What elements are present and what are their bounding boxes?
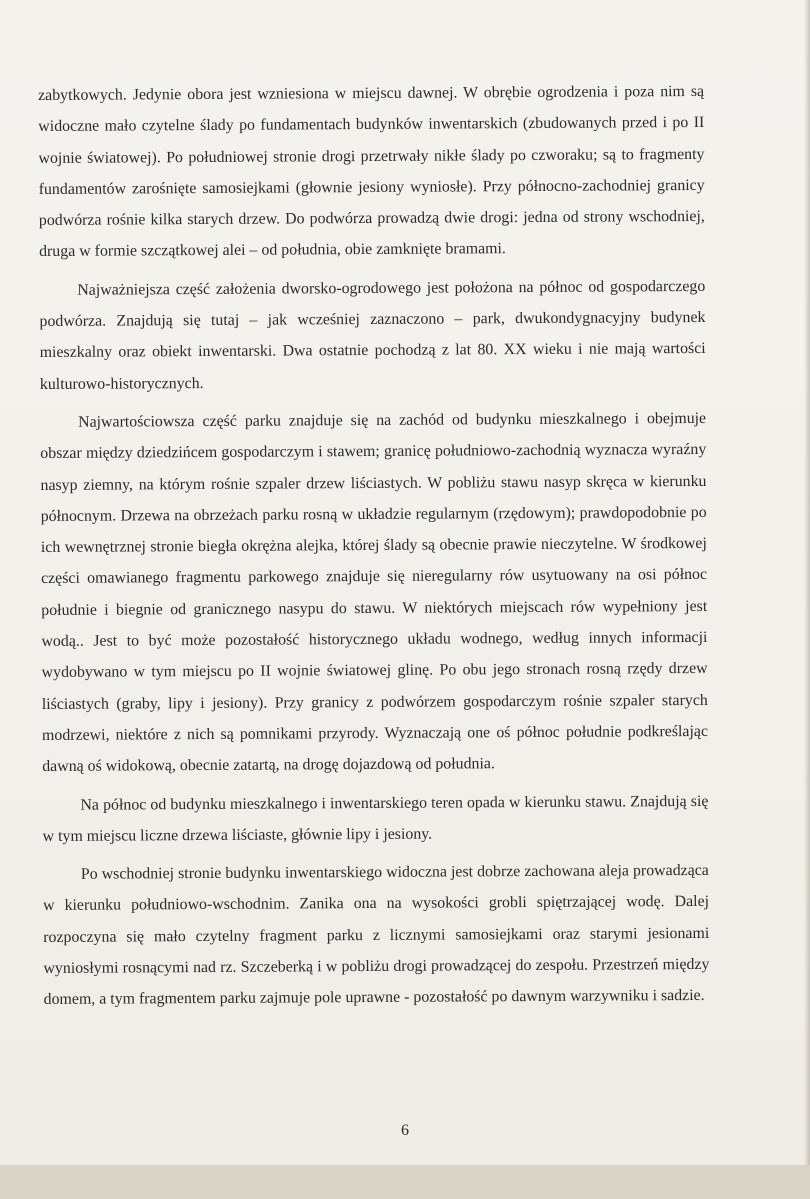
body-text <box>38 76 710 1016</box>
paragraph-3: Najwartościowsza część parku znajduje się na zachód od budynku mieszkalnego i obejmuje obszar między dziedzińcem gospodarczym i stawem; granicę południowo-zachodnią wyznacza wyraźny nasyp ziemny, na którym rośnie szpaler drzew liściastych. W pobliżu stawu nasyp skręca w kierunku północnym. Drzewa na obrzeżach parku rosną w układzie regularnym (rzędowym); prawdopodobnie po ich wewnętrznej stronie biegła okrężna alejka, której ślady są obecnie prawie nieczytelne. W środkowej części omawianego fragmentu parkowego znajduje się nieregularny rów usytuowany na osi północ południe i biegnie od granicznego nasypu do stawu. W niektórych miejscach rów wypełniony jest wodą.. Jest to być może pozostałość historycznego układu wodnego, według innych informacji wydobywano w tym miejscu po II wojnie światowej glinę. Po obu jego stronach rosną rzędy drzew liściastych (graby, lipy i jesiony). Przy granicy z podwórzem gospodarczym rośnie szpaler starych modrzewi, niektóre z nich są pomnikami przyrody. Wyznaczają one oś północ południe podkreślając dawną oś widokową, obecnie zatartą, na drogę dojazdową od południa. <box>40 409 709 776</box>
paragraph-4: Na północ od budynku mieszkalnego i inwentarskiego teren opada w kierunku stawu. Znajdują się w tym miejscu liczne drzewa liściaste, głównie lipy i jesiony. <box>42 792 709 845</box>
scan-bottom-border <box>0 1165 810 1199</box>
paragraph-1: zabytkowych. Jedynie obora jest wzniesiona w miejscu dawnej. W obrębie ogrodzenia i poza nim są widoczne mało czytelne ślady po fundamentach budynków inwentarskich (zbudowanych przed i po II wojnie światowej). Po południowej stronie drogi przetrwały nikłe ślady po czworaku; są to fragmenty fundamentów zarośnięte samosiejkami (głownie jesiony wyniosłe). Przy północno-zachodniej granicy podwórza rośnie kilka starych drzew. Do podwórza prowadzą dwie drogi: jedna od strony wschodniej, druga w formie szczątkowej alei – od południa, obie zamknięte bramami. <box>38 82 705 261</box>
paragraph-5: Po wschodniej stronie budynku inwentarskiego widoczna jest dobrze zachowana aleja prowadząca w kierunku południowo-wschodnim. Zanika ona na wysokości grobli spiętrzającej wodę. Dalej rozpoczyna się mało czytelny fragment parku z licznymi samosiejkami oraz starymi jesionami wyniosłymi rosnącymi nad rz. Szczeberką i w pobliżu drogi prowadzącej do zespołu. Przestrzeń między domem, a tym fragmentem parku zajmuje pole uprawne - pozostałość po dawnym warzywniku i sadzie. <box>42 862 710 1009</box>
paragraph-2: Najważniejsza część założenia dworsko-ogrodowego jest położona na północ od gospodarczego podwórza. Znajdują się tutaj – jak wcześniej zaznaczono – park, dwukondygnacyjny budynek mieszkalny oraz obiekt inwentarski. Dwa ostatnie pochodzą z lat 80. XX wieku i nie mają wartości kulturowo-historycznych. <box>39 277 706 393</box>
page-number: 6 <box>401 1122 409 1139</box>
scan-edge-shadow <box>804 0 810 1199</box>
